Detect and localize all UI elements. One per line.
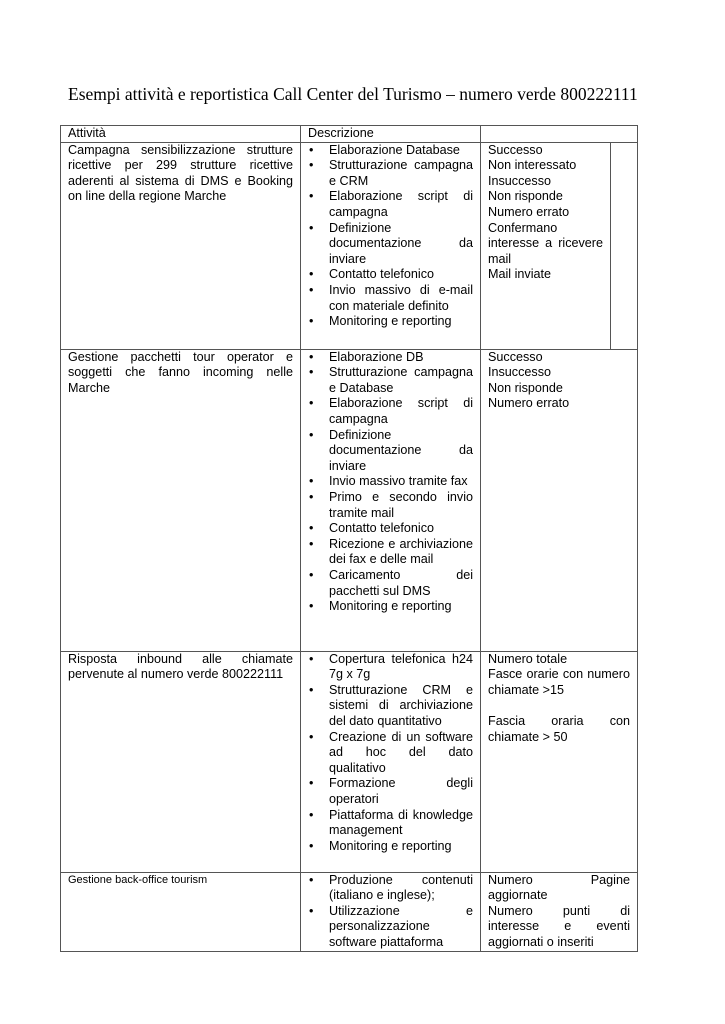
list-item: • Invio massivo tramite fax xyxy=(308,474,473,490)
description-list xyxy=(308,652,473,855)
header-descrizione: Descrizione xyxy=(301,126,481,143)
list-item: • Contatto telefonico xyxy=(308,521,473,537)
result-item: Numero punti di interesse e eventi aggiornati o inseriti xyxy=(488,903,630,949)
list-item: • Copertura telefonica h24 7g x 7g xyxy=(308,652,473,683)
list-item: • Creazione di un software ad hoc del dato qualitativo xyxy=(308,730,473,777)
result-spacer xyxy=(488,698,630,714)
result-item: Non risponde xyxy=(488,189,563,204)
result-item: Successo xyxy=(488,349,543,364)
description-cell xyxy=(301,872,481,951)
list-item: • Strutturazione CRM e sistemi di archiviazione del dato quantitativo xyxy=(308,683,473,730)
list-item: • Elaborazione script di campagna xyxy=(308,396,473,427)
result-item: Insuccesso xyxy=(488,365,551,380)
activity-cell: Risposta inbound alle chiamate pervenute al numero verde 800222111 xyxy=(61,651,301,872)
results-cell xyxy=(481,142,611,349)
list-item: • Definizione documentazione da inviare xyxy=(308,428,473,475)
list-item: • Formazione degli operatori xyxy=(308,776,473,807)
list-item: • Strutturazione campagna e CRM xyxy=(308,158,473,189)
list-item: • Elaborazione DB xyxy=(308,350,473,366)
page-title: Esempi attività e reportistica Call Center del Turismo – numero verde 800222111 xyxy=(68,84,638,104)
result-item: Numero Pagine aggiornate xyxy=(488,872,630,903)
description-list xyxy=(308,350,473,615)
result-item: Fasce orarie con numero chiamate >15 xyxy=(488,667,630,697)
list-item: • Elaborazione script di campagna xyxy=(308,189,473,220)
header-attivita: Attività xyxy=(61,126,301,143)
results-cell xyxy=(481,651,638,872)
list-item: • Monitoring e reporting xyxy=(308,314,473,330)
description-cell xyxy=(301,142,481,349)
result-item: Mail inviate xyxy=(488,267,551,282)
list-item: • Invio massivo di e-mail con materiale definito xyxy=(308,283,473,314)
table-header-row xyxy=(61,126,638,143)
list-item: • Utilizzazione e personalizzazione software piattaforma xyxy=(308,904,473,951)
activities-table xyxy=(60,125,638,952)
table-row xyxy=(61,872,638,951)
activity-cell: Gestione pacchetti tour operator e soggetti che fanno incoming nelle Marche xyxy=(61,349,301,651)
list-item: • Caricamento dei pacchetti sul DMS xyxy=(308,568,473,599)
result-item: Non risponde xyxy=(488,380,563,395)
activity-cell: Campagna sensibilizzazione strutture ricettive per 299 strutture ricettive aderenti al sistema di DMS e Booking on line della regione Marche xyxy=(61,142,301,349)
list-item: • Ricezione e archiviazione dei fax e delle mail xyxy=(308,537,473,568)
list-item: • Monitoring e reporting xyxy=(308,839,473,855)
list-item: • Primo e secondo invio tramite mail xyxy=(308,490,473,521)
description-list xyxy=(308,873,473,951)
result-item: Non interessato xyxy=(488,158,577,173)
result-item: Numero errato xyxy=(488,396,570,411)
extra-cell xyxy=(611,142,638,349)
table-row xyxy=(61,651,638,872)
result-item: Successo xyxy=(488,142,543,157)
result-item: Confermano interesse a ricevere mail xyxy=(488,220,603,266)
list-item: • Elaborazione Database xyxy=(308,143,473,159)
list-item: • Contatto telefonico xyxy=(308,267,473,283)
activity-cell: Gestione back-office tourism xyxy=(61,872,301,951)
table-row xyxy=(61,142,638,349)
list-item: • Definizione documentazione da inviare xyxy=(308,221,473,268)
description-cell xyxy=(301,651,481,872)
list-item: • Produzione contenuti (italiano e inglese); xyxy=(308,873,473,904)
description-list xyxy=(308,143,473,330)
table-row xyxy=(61,349,638,651)
header-empty xyxy=(481,126,638,143)
list-item: • Strutturazione campagna e Database xyxy=(308,365,473,396)
result-item: Numero errato xyxy=(488,204,570,219)
results-cell xyxy=(481,872,638,951)
list-item: • Piattaforma di knowledge management xyxy=(308,808,473,839)
result-item: Fascia oraria con chiamate > 50 xyxy=(488,713,630,744)
description-cell xyxy=(301,349,481,651)
result-item: Insuccesso xyxy=(488,173,551,188)
list-item: • Monitoring e reporting xyxy=(308,599,473,615)
results-cell xyxy=(481,349,638,651)
result-item: Numero totale xyxy=(488,651,568,666)
